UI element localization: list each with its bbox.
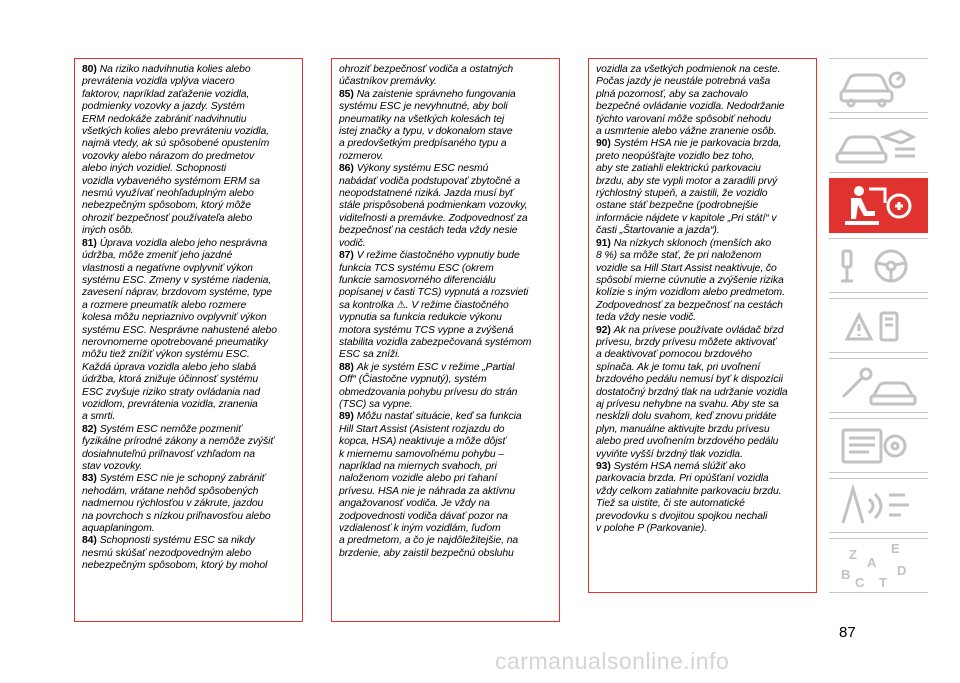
note-paragraph <box>339 163 555 250</box>
index-letter-z: Z <box>849 547 857 562</box>
note-paragraph <box>339 411 555 560</box>
note-paragraph <box>339 89 555 163</box>
note-paragraph <box>82 424 298 474</box>
note-text: Systém ESC nemôže pozmeniť fyzikálne prírodné zákony a nemôže zvýšiť dosiahnuteľnú priľnavosť vzhľadom na stav vozovky. <box>82 423 274 472</box>
note-text: Ak na prívese používate ovládač bŕzd prívesu, brzdy prívesu môžete aktivovať a deaktivovať pomocou brzdového spínača. Ak je tomu tak, pri uvoľnení brzdového pedálu nemusí byť k dispozícii dostatočný brzdný tlak na udržanie vozidla aj prívesu nehybne na svahu. Aby ste sa neskĺzli dolu svahom, keď znovu pridáte plyn, manuálne aktivujte brzdu prívesu alebo pred uvoľnením brzdového pedálu vyviňte vyšší brzdný tlak vozidla. <box>596 324 788 460</box>
note-text: Systém HSA nie je parkovacia brzda, preto neopúšťajte vozidlo bez toho, aby ste zatiahli elektrickú parkovaciu brzdu, aby ste vypli motor a zaradili prvý rýchlostný stupeň, a zaistili, že vozidlo ostane stáť bezpečne (podrobnejšie informácie nájdete v kapitole „Pri státí“ v časti „Štartovanie a jazda“). <box>596 138 782 237</box>
note-paragraph <box>596 461 812 535</box>
note-number: 81) <box>82 237 97 249</box>
note-paragraph <box>82 535 298 572</box>
note-text: Schopnosti systému ESC sa nikdy nesmú skúšať nezodpovedným alebo nebezpečným spôsobom, ktorý by mohol <box>82 535 268 572</box>
index-letter-d: D <box>897 563 907 578</box>
watermark: carmanualsonline.info <box>495 648 730 674</box>
index-letter-b: B <box>841 567 851 582</box>
tab-emergency[interactable] <box>829 298 928 353</box>
note-number: 86) <box>339 163 354 175</box>
note-paragraph <box>82 473 298 535</box>
index-letter-t: T <box>879 575 887 590</box>
note-text: V režime čiastočného vypnutiy bude funkcia TCS systému ESC (okrem funkcie samosvorného diferenciálu popísanej v časti TCS) vypnutá a rozsvieti sa kontrolka ⚠. V režime čiastočného vypnutia sa funkcia redukcie výkonu motora systému TCS vypne a zvýšená stabilita vozidla zabezpečovaná systémom ESC sa zníži. <box>339 250 532 361</box>
note-number: 85) <box>339 88 354 100</box>
note-number: 87) <box>339 250 354 262</box>
chapter-sidebar <box>829 58 928 598</box>
note-number: 89) <box>339 411 354 423</box>
note-number: 93) <box>596 461 611 472</box>
tab-multimedia[interactable] <box>829 478 928 533</box>
car-dashboard-icon <box>829 59 928 112</box>
tab-maintenance[interactable] <box>829 358 928 413</box>
car-controls-icon <box>829 119 928 172</box>
alphabetical-index-icon <box>829 539 928 592</box>
tab-safety[interactable] <box>829 178 928 233</box>
index-letter-c: C <box>855 575 865 590</box>
tab-controls[interactable] <box>829 118 928 173</box>
tab-dashboard[interactable] <box>829 58 928 113</box>
note-text: Systém HSA nemá slúžiť ako parkovacia brzda. Pri opúšťaní vozidla vždy celkom zatiahnite parkovaciu brzdu. Tiež sa uistite, či ste automatické prevodovku s dvojitou spojkou nechali v polohe P (Parkovanie). <box>596 461 782 535</box>
technical-data-icon <box>829 419 928 472</box>
note-paragraph <box>339 250 555 362</box>
note-paragraph <box>82 64 298 238</box>
note-text: vozidla za všetkých podmienok na ceste. Počas jazdy je neustále potrebná vaša plná pozornosť, aby sa zachovalo bezpečné ovládanie vozidla. Nedodržanie týchto varovaní môže spôsobiť nehodu a usmrtenie alebo vážne zranenie osôb. <box>596 64 785 138</box>
tab-index[interactable] <box>829 538 928 593</box>
warning-triangle-icon <box>829 299 928 352</box>
note-text: Úprava vozidla alebo jeho nesprávna údržba, môže zmeniť jeho jazdné vlastnosti a negatívne ovplyvniť výkon systému ESC. Zmeny v systéme riadenia, zavesení náprav, brzdovom systéme, type a rozmere pneumatík alebo rozmere kolesa môžu nepriaznivo ovplyvniť výkon systému ESC. Nesprávne nahustené alebo nerovnomerne opotrebované pneumatiky môžu tiež znížiť výkon systému ESC. Každá úprava vozidla alebo jeho slabá údržba, ktorá znižuje účinnosť systému ESC zvyšuje riziko straty ovládania nad vozidlom, prevrátenia vozidla, zranenia a smrti. <box>82 237 277 423</box>
index-letter-e: E <box>891 541 900 556</box>
note-text: Na riziko nadvihnutia kolies alebo prevrátenia vozidla vplýva viacero faktorov, napríklad zaťaženie vozidla, podmienky vozovky a jazdy. Systém ERM nedokáže zabrániť nadvihnutiu všetkých kolies alebo prevráteniu vozidla, najmä vtedy, ak sú spôsobené opustením vozovky alebo nárazom do predmetov alebo iných vozidiel. Schopnosti vozidla vybaveného systémom ERM sa nesmú využívať neohľaduplným alebo nebezpečným spôsobom, ktorý môže ohroziť bezpečnosť používateľa alebo iných osôb. <box>82 64 270 237</box>
note-paragraph <box>596 238 812 325</box>
tab-starting-driving[interactable] <box>829 238 928 293</box>
note-text: Výkony systému ESC nesmú nabádať vodiča podstupovať zbytočné a neopodstatnené riziká. Jazda musí byť stále prispôsobená podmienkam vozovky, viditeľnosti a premávke. Zodpovednosť za bezpečnosť na cestách teda vždy nesie vodič. <box>339 163 528 249</box>
note-number: 83) <box>82 473 97 485</box>
text-column-1 <box>74 58 303 622</box>
tab-technical-data[interactable] <box>829 418 928 473</box>
note-number: 84) <box>82 535 97 547</box>
note-number: 90) <box>596 138 611 150</box>
wrench-car-maintenance-icon <box>829 359 928 412</box>
note-number: 82) <box>82 423 97 435</box>
text-column-2 <box>331 58 560 622</box>
index-letter-a: A <box>867 555 877 570</box>
note-paragraph <box>339 362 555 412</box>
note-paragraph <box>596 138 812 237</box>
note-text: Na nízkych sklonoch (menších ako 8 %) sa môže stať, že pri naloženom vozidle sa Hill Start Assist neaktivuje, čo spôsobí mierne cúvnutie a zvýšenie rizika kolízie s iným vozidlom alebo predmetom. Zodpovednosť za bezpečnosť na cestách teda vždy nesie vodič. <box>596 237 785 324</box>
text-column-3 <box>588 58 817 593</box>
note-number: 88) <box>339 361 354 373</box>
seat-airbag-safety-icon <box>829 179 928 232</box>
multimedia-icon <box>829 479 928 532</box>
note-number: 91) <box>596 237 611 249</box>
steering-starting-icon <box>829 239 928 292</box>
note-text: ohroziť bezpečnosť vodiča a ostatných účastníkov premávky. <box>339 64 514 88</box>
note-paragraph <box>596 325 812 461</box>
note-text: Na zaistenie správneho fungovania systému ESC je nevyhnutné, aby boli pneumatiky na všetkých kolesách tej istej značky a typu, v dokonalom stave a predovšetkým predpísaného typu a rozmerov. <box>339 88 516 162</box>
note-paragraph <box>339 64 555 89</box>
note-number: 92) <box>596 324 611 336</box>
note-text: Ak je systém ESC v režime „Partial Off“ (Čiastočne vypnutý), systém obmedzovania pohybu prívesu do strán (TSC) sa vypne. <box>339 361 518 410</box>
note-text: Môžu nastať situácie, keď sa funkcia Hill Start Assist (Asistent rozjazdu do kopca, HSA) neaktivuje a môže dôjsť k miernemu samovoľnému pohybu – napríklad na miernych svahoch, pri naloženom vozidle alebo pri ťahaní prívesu. HSA nie je náhrada za aktívnu angažovanosť vodiča. Je vždy na zodpovednosti vodiča dávať pozor na vzdialenosť k iným vozidlám, ľuďom a predmetom, a čo je najdôležitejšie, na brzdenie, aby zaistil bezpečnú obsluhu <box>339 411 522 559</box>
note-paragraph <box>596 64 812 138</box>
note-paragraph <box>82 238 298 424</box>
note-text: Systém ESC nie je schopný zabrániť nehodám, vrátane nehôd spôsobených nadmernou rýchlosťou v zákrute, jazdou na povrchoch s nízkou priľnavosťou alebo aquaplaningom. <box>82 473 271 535</box>
note-number: 80) <box>82 64 97 75</box>
page-number: 87 <box>839 624 856 641</box>
